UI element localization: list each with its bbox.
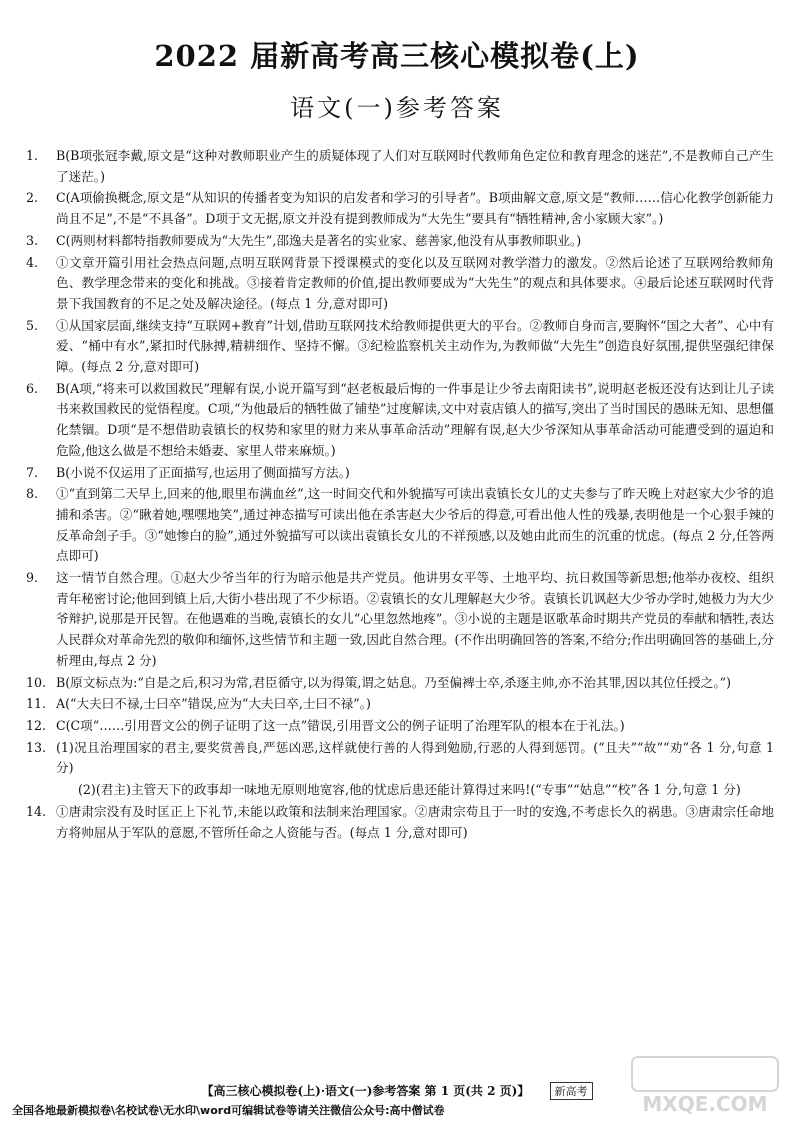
page-subtitle: 语文(一)参考答案 [290, 94, 504, 122]
answer-item [26, 716, 774, 737]
answer-item [26, 673, 774, 694]
answer-item [26, 568, 774, 672]
answer-number: 3. [26, 232, 39, 248]
answer-number: 2. [26, 190, 39, 206]
answer-text: C(C项“……引用晋文公的例子证明了这一点”错误,引用晋文公的例子证明了治理军队的根本在于礼法。) [56, 717, 625, 733]
answer-item [26, 802, 774, 843]
answer-number: 14. [26, 803, 47, 819]
answer-number: 5. [26, 317, 39, 333]
answer-number [56, 780, 78, 801]
answer-text: ①文章开篇引用社会热点问题,点明互联网背景下授课模式的变化以及互联网对教学潜力的激发。②然后论述了互联网给教师角色、教学理念带来的变化和挑战。③接着肯定教师的价值,提出教师要成为“大先生”的观点和具体要求。④最后论述互联网时代背景下我国教育的不足之处及解决途径。(每点 1 分,意对即可) [56, 254, 774, 311]
answer-item [26, 463, 774, 484]
answer-text: (1)况且治理国家的君主,要奖赏善良,严惩凶恶,这样就使行善的人得到勉励,行恶的人得到惩罚。(“且夫”“故”“劝”各 1 分,句意 1 分) [56, 739, 774, 776]
answer-item [26, 146, 774, 187]
site-watermark-logo [630, 1055, 780, 1121]
answer-number: 11. [26, 696, 47, 712]
answer-text: B(小说不仅运用了正面描写,也运用了侧面描写方法。) [56, 464, 350, 480]
answer-text: B(B项张冠李戴,原文是“这种对教师职业产生的质疑体现了人们对互联网时代教师角色定位和教育理念的迷茫”,不是教师自己产生了迷茫。) [56, 148, 774, 184]
answer-number: 7. [26, 464, 39, 480]
watermark-text: MXQE.COM [642, 1092, 768, 1116]
answer-number: 10. [26, 674, 47, 690]
answer-item [26, 231, 774, 252]
answer-item [56, 780, 774, 801]
page-title: 2022 届新高考高三核心模拟卷(上) [154, 39, 640, 73]
answer-text: 这一情节自然合理。①赵大少爷当年的行为暗示他是共产党员。他讲男女平等、土地平均、抗日救国等新思想;他举办夜校、组织青年秘密讨论;他回到镇上后,大街小巷出现了不少标语。②袁镇长的女儿理解赵大少爷。袁镇长讥讽赵大少爷办学时,她极力为大少爷辩护,说那是开民智。在他遇难的当晚,袁镇长的女儿“心里忽然地疼”。③小说的主题是讴歌革命时期共产党员的奉献和牺牲,表达人民群众对革命先烈的敬仰和缅怀,这些情节和主题一致,因此自然合理。(不作出明确回答的答案,不给分;作出明确回答的基础上,分析理由,每点 2 分) [56, 570, 774, 668]
answer-number: 13. [26, 739, 47, 755]
bottom-banner: 全国各地最新模拟卷\名校试卷\无水印\word可编辑试卷等请关注微信公众号:高中僧试卷 [12, 1104, 445, 1117]
answer-text: C(两则材料都特指教师要成为“大先生”,邵逸夫是著名的实业家、慈善家,他没有从事教师职业。) [56, 232, 582, 248]
answer-text: C(A项偷换概念,原文是“从知识的传播者变为知识的启发者和学习的引导者”。B项曲解文意,原文是“教师……信心化教学创新能力尚且不足”,不是“不具备”。D项于文无据,原文并没有提到教师成为“大先生”要具有“牺牲精神,舍小家顾大家”。) [56, 190, 774, 227]
answer-number: 4. [26, 254, 39, 270]
answer-text: ①“直到第二天早上,回来的他,眼里布满血丝”,这一时间交代和外貌描写可读出袁镇长女儿的丈夫参与了昨天晚上对赵家大少爷的追捕和杀害。②“瞅着她,嘿嘿地笑”,通过神态描写可读出他在杀害赵大少爷后的得意,可看出他人性的残暴,表明他是一个心狠手辣的反革命刽子手。③“她惨白的脸”,通过外貌描写可以读出袁镇长女儿的不祥预感,以及她由此而生的沉重的忧虑。(每点 2 分,任答两点即可) [56, 486, 774, 564]
answer-text: B(A项,“将来可以救国救民”理解有误,小说开篇写到“赵老板最后悔的一件事是让少爷去南阳读书”,说明赵老板还没有达到让儿子读书来救国救民的觉悟程度。C项,“为他最后的牺牲做了铺垫”过度解读,文中对袁店镇人的描写,突出了当时国民的愚昧无知、思想僵化禁锢。D项“是不想借助袁镇长的权势和家里的财力来从事革命活动”理解有误,赵大少爷深知从事革命活动可能遭受到的逼迫和危险,他这么做是不想给未婚妻、家里人带来麻烦。) [56, 380, 774, 458]
footer-text: 【高三核心模拟卷(上)·语文(一)参考答案 第 1 页(共 2 页)】 [201, 1084, 530, 1098]
answer-text: B(原文标点为:“自是之后,积习为常,君臣循守,以为得策,谓之姑息。乃至偏裨士卒,杀逐主帅,亦不治其罪,因以其位任授之。”) [56, 674, 732, 690]
answer-item [26, 694, 774, 715]
answer-item [26, 379, 774, 462]
answer-number: 9. [26, 570, 39, 586]
answer-text: ①唐肃宗没有及时匡正上下礼节,未能以政策和法制来治理国家。②唐肃宗苟且于一时的安逸,不考虑长久的祸患。③唐肃宗任命地方将帅屈从于军队的意愿,不管所任命之人资能与否。(每点 1 分,意对即可) [56, 803, 774, 840]
answer-number: 1. [26, 148, 39, 163]
answer-item [26, 253, 774, 315]
answer-number: 12. [26, 717, 47, 733]
answer-number: 6. [26, 380, 39, 396]
answer-number: 8. [26, 486, 39, 502]
answer-item [26, 738, 774, 779]
answer-list [26, 146, 774, 844]
footer-tag: 新高考 [550, 1082, 593, 1100]
answer-text: ①从国家层面,继续支持“互联网+教育”计划,借助互联网技术给教师提供更大的平台。②教师自身而言,要胸怀“国之大者”、心中有爱、“桶中有水”,紧扣时代脉搏,精耕细作、坚持不懈。③纪检监察机关主动作为,为教师做“大先生”创造良好氛围,提供坚强纪律保障。(每点 2 分,意对即可) [56, 317, 774, 375]
answer-item [26, 316, 774, 378]
answer-text: (2)(君主)主管天下的政事却一味地无原则地宽容,他的忧虑后患还能计算得过来吗!(“专事”“姑息”“校”各 1 分,句意 1 分) [78, 782, 741, 798]
answer-text: A(“大夫曰不禄,士曰卒”错误,应为“大夫曰卒,士曰不禄”。) [56, 696, 371, 712]
answer-item [26, 484, 774, 567]
answer-item [26, 188, 774, 229]
